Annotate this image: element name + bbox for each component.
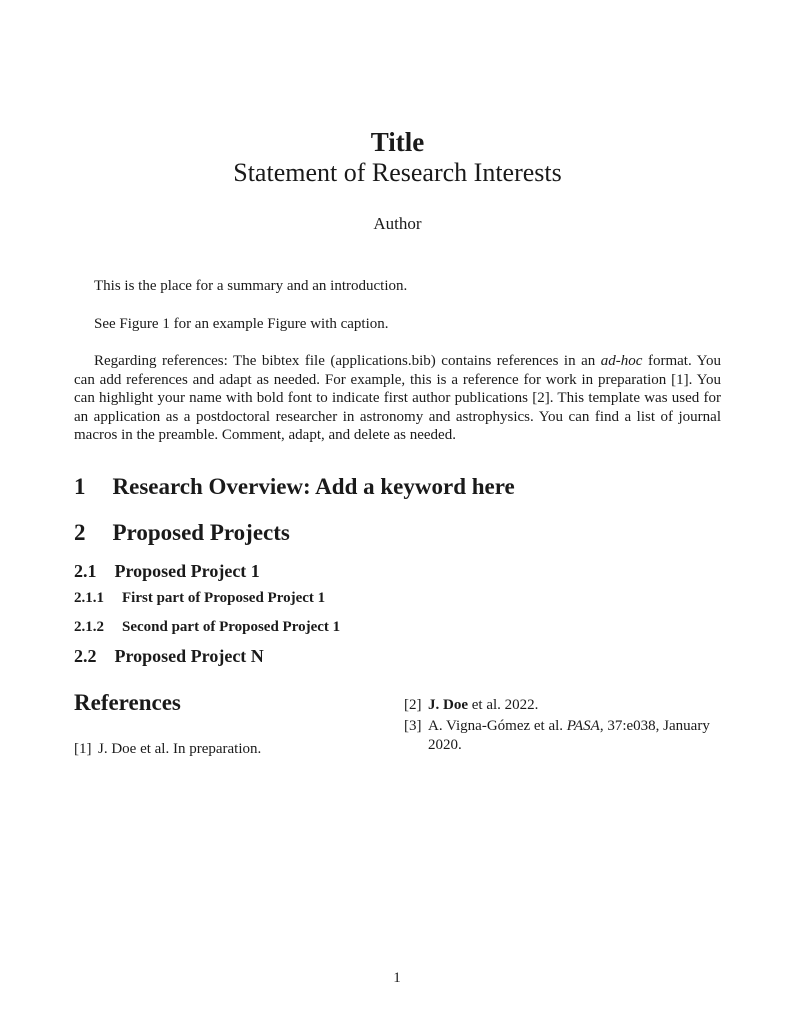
reference-text-segment: , 37:e038, January 2020. bbox=[428, 718, 710, 753]
section-title: First part of Proposed Project 1 bbox=[122, 589, 326, 606]
intro-paragraph-references bbox=[74, 352, 721, 445]
section-number: 2.1.1 bbox=[74, 589, 104, 606]
section-title: Research Overview: Add a keyword here bbox=[112, 473, 515, 499]
reference-journal-italic: PASA bbox=[566, 718, 600, 734]
title-block bbox=[74, 0, 721, 234]
author-name: Author bbox=[373, 214, 422, 233]
reference-item-1 bbox=[74, 740, 392, 759]
section-title: Proposed Project N bbox=[114, 645, 264, 666]
subsubsection-heading-second-part bbox=[74, 618, 721, 637]
references-column-right bbox=[404, 690, 722, 759]
subsection-heading-proposed-project-n bbox=[74, 645, 721, 667]
reference-label: [3] bbox=[404, 718, 422, 734]
intro-paragraph-summary: This is the place for a summary and an introduction. bbox=[94, 278, 408, 294]
subsubsection-heading-first-part bbox=[74, 589, 721, 608]
section-number: 2.1.2 bbox=[74, 618, 104, 635]
reference-author-bold: J. Doe bbox=[428, 696, 468, 713]
reference-label: [2] bbox=[404, 696, 422, 713]
section-number: 1 bbox=[74, 473, 86, 499]
page-number: 1 bbox=[393, 970, 401, 986]
intro-paragraph-figure: See Figure 1 for an example Figure with caption. bbox=[94, 315, 389, 332]
paragraph-text-segment: format. You can add references and adapt as needed. For example, this is a reference for work in preparation [1]. You can highlight your name with bold font to indicate first author publications [2]. This template was used for an application as a postdoctoral researcher in astronomy and astrophysics. You can find a list of journal macros in the preamble. Comment, adapt, and delete as needed. bbox=[74, 353, 721, 443]
reference-text bbox=[428, 696, 722, 715]
reference-text: J. Doe et al. In preparation. bbox=[98, 740, 262, 757]
section-title: Proposed Project 1 bbox=[114, 560, 260, 581]
section-number: 2 bbox=[74, 519, 86, 545]
italic-text-ad-hoc: ad-hoc bbox=[600, 353, 643, 369]
document-title: Title bbox=[370, 127, 425, 157]
reference-item-3 bbox=[404, 717, 722, 754]
section-number: 2.2 bbox=[74, 645, 97, 666]
section-title: Second part of Proposed Project 1 bbox=[122, 618, 341, 635]
subsection-heading-proposed-project-1 bbox=[74, 560, 721, 582]
section-number: 2.1 bbox=[74, 560, 97, 581]
reference-text-segment: A. Vigna-Gómez et al. bbox=[428, 718, 567, 734]
reference-text bbox=[428, 717, 722, 754]
document-subtitle: Statement of Research Interests bbox=[233, 158, 562, 187]
paragraph-text-segment: Regarding references: The bibtex file (applications.bib) contains references in an bbox=[94, 353, 601, 369]
section-heading-research-overview bbox=[74, 473, 721, 501]
references-column-left bbox=[74, 690, 392, 759]
section-title: Proposed Projects bbox=[112, 519, 290, 545]
references-section bbox=[74, 690, 721, 759]
reference-text-segment: et al. 2022. bbox=[468, 696, 539, 713]
reference-item-2 bbox=[404, 696, 722, 715]
reference-label: [1] bbox=[74, 740, 92, 757]
section-heading-proposed-projects bbox=[74, 519, 721, 547]
references-heading: References bbox=[74, 689, 181, 715]
